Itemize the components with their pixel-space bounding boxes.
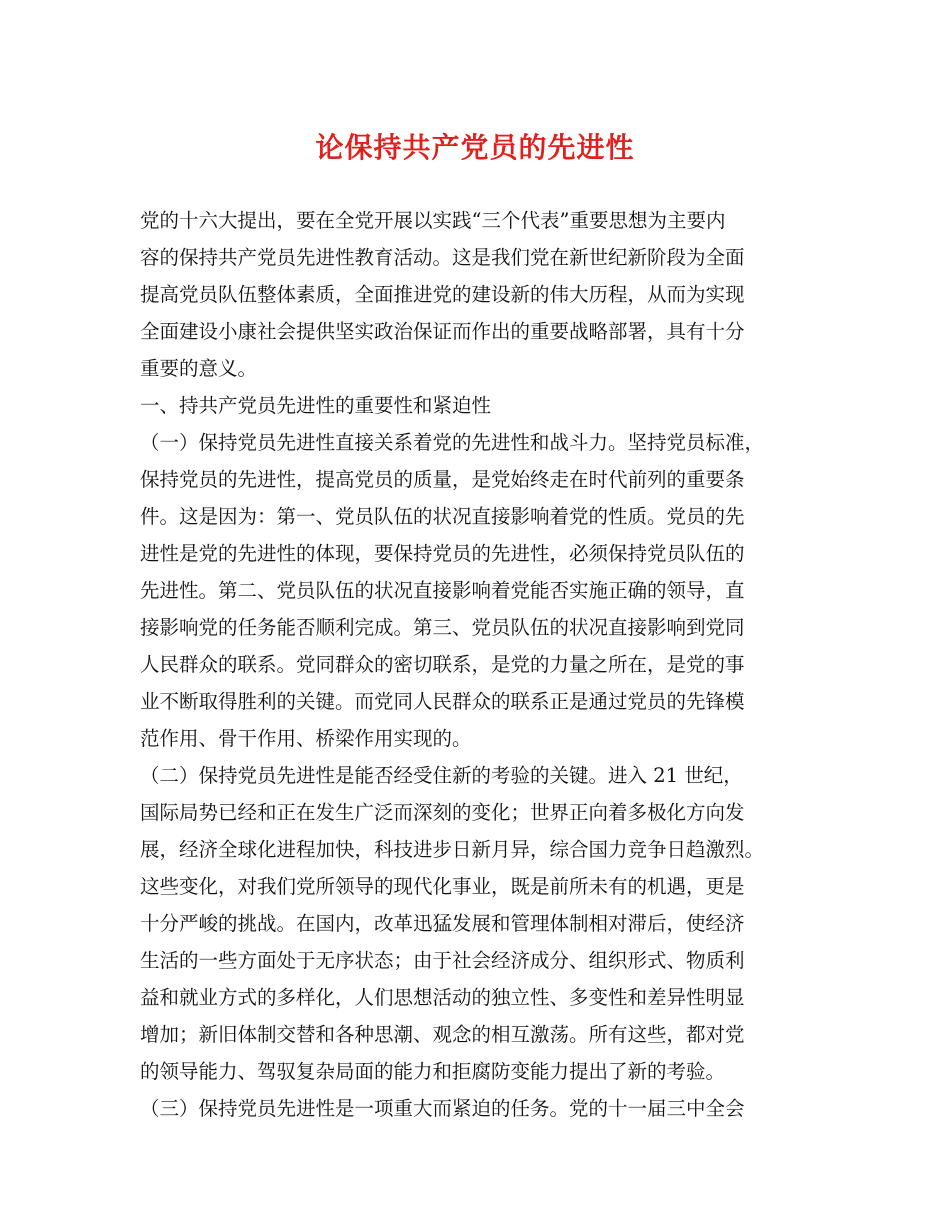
paragraph-point-3 [140, 1090, 820, 1127]
text-line: 接影响党的任务能否顺利完成。第三、党员队伍的状况直接影响到党同 [140, 616, 745, 639]
text-line: 生活的一些方面处于无序状态；由于社会经济成分、组织形式、物质利 [140, 949, 745, 972]
document-body [140, 202, 820, 1127]
text-line: 人民群众的联系。党同群众的密切联系，是党的力量之所在，是党的事 [140, 653, 745, 676]
text-line: 党的十六大提出，要在全党开展以实践“三个代表”重要思想为主要内 [140, 209, 726, 232]
text-line: 先进性。第二、党员队伍的状况直接影响着党能否实施正确的领导，直 [140, 579, 745, 602]
text-line: 进性是党的先进性的体现，要保持党员的先进性，必须保持党员队伍的 [140, 542, 745, 565]
text-line: 全面建设小康社会提供坚实政治保证而作出的重要战略部署，具有十分 [140, 320, 745, 343]
text-line: 提高党员队伍整体素质，全面推进党的建设新的伟大历程，从而为实现 [140, 283, 745, 306]
text-line: 件。这是因为：第一、党员队伍的状况直接影响着党的性质。党员的先 [140, 505, 745, 528]
text-line: 展，经济全球化进程加快，科技进步日新月异，综合国力竞争日趋激烈。 [140, 838, 765, 861]
text-line: 国际局势已经和正在发生广泛而深刻的变化；世界正向着多极化方向发 [140, 801, 745, 824]
text-line: 重要的意义。 [140, 357, 258, 380]
text-line: 益和就业方式的多样化，人们思想活动的独立性、多变性和差异性明显 [140, 986, 745, 1009]
paragraph-intro [140, 202, 820, 387]
text-line: 的领导能力、驾驭复杂局面的能力和拒腐防变能力提出了新的考验。 [140, 1060, 726, 1083]
text-line: （一）保持党员先进性直接关系着党的先进性和战斗力。坚持党员标准， [140, 431, 765, 454]
text-line: （二）保持党员先进性是能否经受住新的考验的关键。进入 21 世纪， [140, 764, 743, 787]
text-line: 范作用、骨干作用、桥梁作用实现的。 [140, 727, 472, 750]
text-line: 容的保持共产党员先进性教育活动。这是我们党在新世纪新阶段为全面 [140, 246, 745, 269]
text-line: 一、持共产党员先进性的重要性和紧迫性 [140, 394, 492, 417]
document-title: 论保持共产党员的先进性 [315, 131, 635, 164]
text-line: 保持党员的先进性，提高党员的质量，是党始终走在时代前列的重要条 [140, 468, 745, 491]
text-line: （三）保持党员先进性是一项重大而紧迫的任务。党的十一届三中全会 [140, 1097, 745, 1120]
section-heading [140, 387, 820, 424]
text-line: 增加；新旧体制交替和各种思潮、观念的相互激荡。所有这些，都对党 [140, 1023, 745, 1046]
text-line: 这些变化，对我们党所领导的现代化事业，既是前所未有的机遇，更是 [140, 875, 745, 898]
paragraph-point-2 [140, 757, 820, 1090]
text-line: 十分严峻的挑战。在国内，改革迅猛发展和管理体制相对滞后，使经济 [140, 912, 745, 935]
text-line: 业不断取得胜利的关键。而党同人民群众的联系正是通过党员的先锋模 [140, 690, 745, 713]
paragraph-point-1 [140, 424, 820, 757]
